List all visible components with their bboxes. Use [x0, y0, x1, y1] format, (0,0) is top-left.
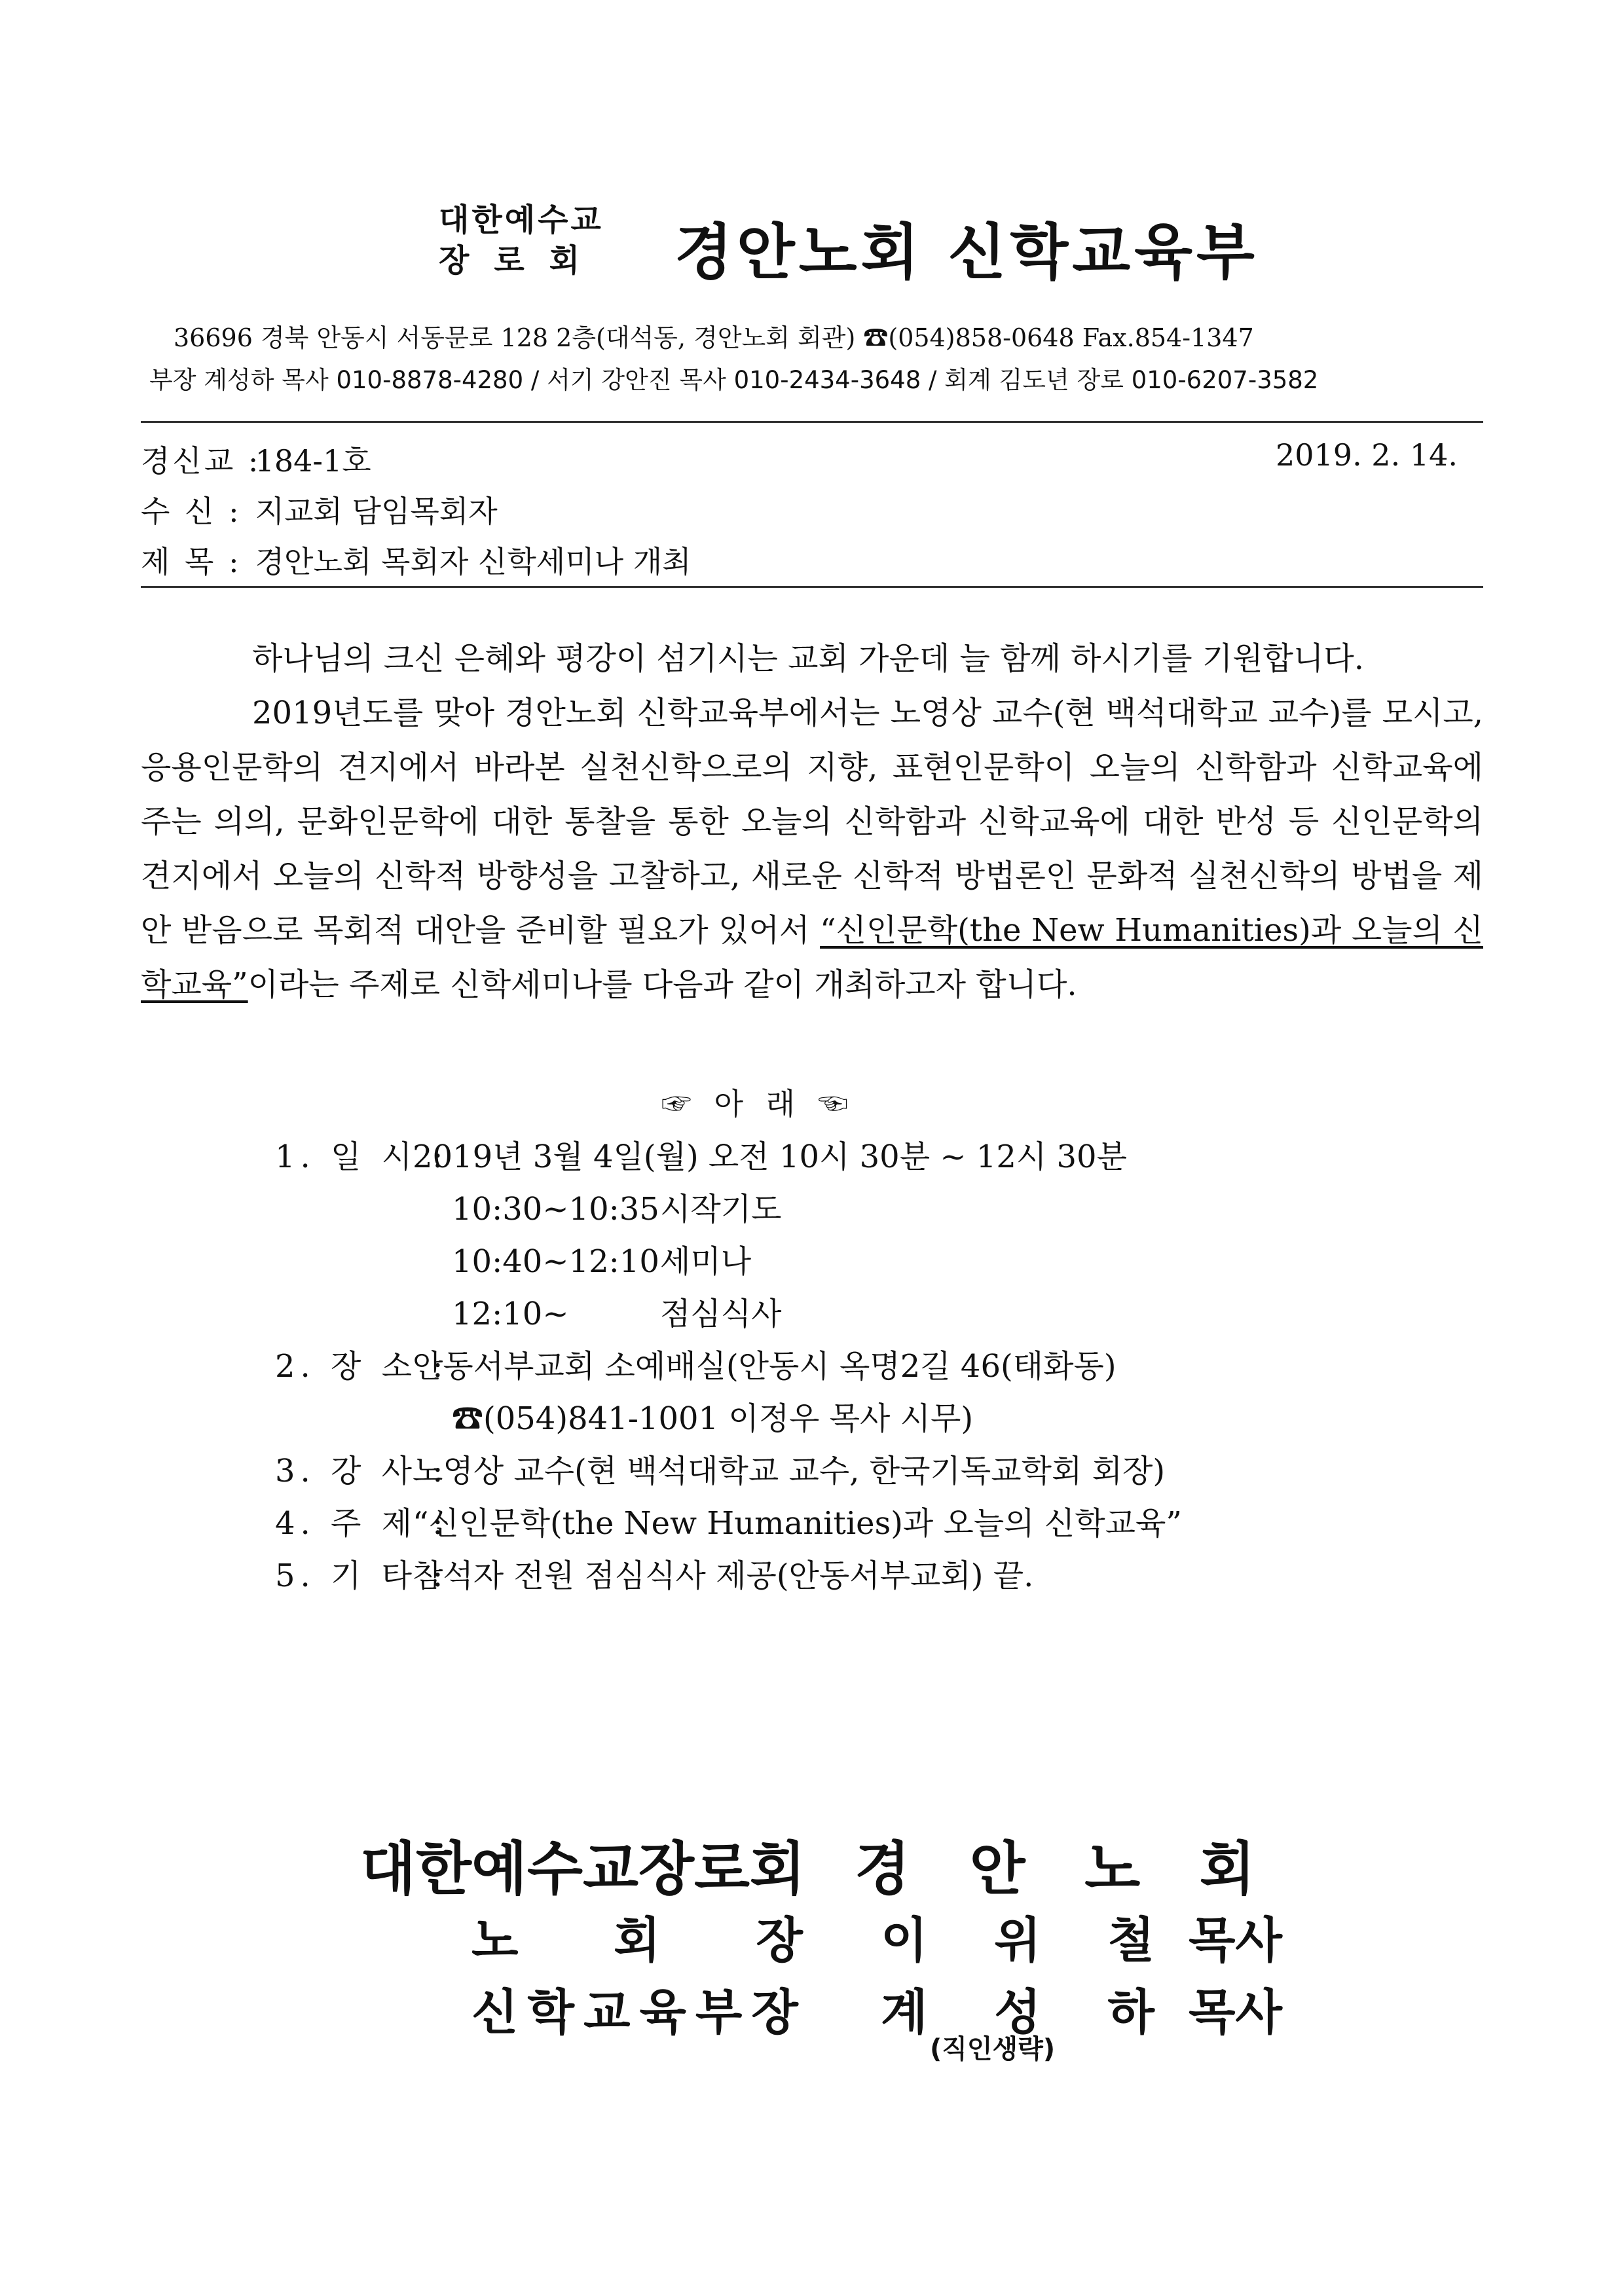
org-name-line1: 대한예수교: [439, 202, 604, 238]
detail-item-other: [275, 1550, 1033, 1595]
department-title: 경안노회 신학교육부: [674, 217, 1259, 287]
schedule-time: 12:10~: [452, 1296, 569, 1332]
detail-label: 1. 일 시 :: [275, 1139, 449, 1175]
place-phone: ☎(054)841-1001 이정우 목사 시무): [452, 1400, 974, 1437]
detail-item-place: [275, 1341, 1116, 1386]
signature-role-moderator: 노 회 장: [471, 1912, 842, 1969]
doc-date: 2019. 2. 14.: [1276, 437, 1458, 473]
recipient-label: 수 신 :: [141, 494, 242, 529]
greeting-paragraph: 하나님의 크신 은혜와 평강이 섬기시는 교회 가운데 늘 함께 하시기를 기원합니다.: [252, 640, 1364, 677]
detail-value: “신인문학(the New Humanities)과 오늘의 신학교육”: [413, 1505, 1182, 1542]
schedule-event: 시작기도: [660, 1191, 782, 1228]
detail-item-datetime: [275, 1131, 1127, 1176]
org-name-small: [439, 200, 604, 281]
details-heading: ☞ 아 래 ☜: [661, 1086, 855, 1121]
signature-org: 대한예수교장로회: [360, 1835, 806, 1903]
detail-label: 2. 장 소 :: [275, 1348, 449, 1385]
detail-label: 4. 주 제 :: [275, 1505, 449, 1542]
recipient-row: [141, 488, 498, 531]
schedule-row: [452, 1184, 781, 1229]
signature-name-dept-head: 계 성 하: [881, 1984, 1179, 2041]
main-paragraph-text: 2019년도를 맞아 경안노회 신학교육부에서는 노영상 교수(현 백석대학교 교수)를 모시고, 응용인문학의 견지에서 바라본 실천신학으로의 지향, 표현인문학이 오늘의 신학함과 신학교육에 주는 의의, 문화인문학에 대한 통찰을 통한 오늘의 신학함과 신학교육에 대한 반성 등 신인문학의 견지에서 오늘의 신학적 방향성을 고찰하고, 새로운 신학적 방법론인 문화적 실천신학의 방법을 제안 받음으로 목회적 대안을 준비할 필요가 있어서: [141, 695, 1483, 949]
main-paragraph: [141, 686, 1483, 1012]
recipient: 지교회 담임목회자: [255, 494, 498, 529]
signature-title: 목사: [1189, 1912, 1282, 1969]
detail-label: 3. 강 사 :: [275, 1453, 449, 1489]
header-divider: [141, 421, 1483, 423]
detail-item-speaker: [275, 1446, 1165, 1491]
seal-omitted-note: (직인생략): [930, 2034, 1056, 2064]
detail-value: 노영상 교수(현 백석대학교 교수, 한국기독교학회 회장): [413, 1453, 1166, 1489]
subject: 경안노회 목회자 신학세미나 개최: [255, 544, 692, 579]
doc-number: 184-1호: [255, 443, 371, 479]
main-paragraph-ending: 이라는 주제로 신학세미나를 다음과 같이 개최하고자 합니다.: [248, 966, 1077, 1003]
doc-number-row: [141, 437, 371, 481]
detail-label: 5. 기 타 :: [275, 1558, 449, 1594]
signature-name-moderator: 이 위 철: [881, 1912, 1179, 1969]
schedule-row: [452, 1288, 781, 1334]
seminar-theme-quote: “신인문학(the New Humanities)과 오늘의 신학교육”: [141, 912, 1483, 1003]
schedule-event: 점심식사: [660, 1296, 782, 1332]
body-text: [141, 632, 1483, 1012]
address-line: 36696 경북 안동시 서동문로 128 2층(대석동, 경안노회 회관) ☎(054)858-0648 Fax.854-1347: [174, 323, 1254, 352]
staff-contacts: 부장 계성하 목사 010-8878-4280 / 서기 강안진 목사 010-2434-3648 / 회계 김도년 장로 010-6207-3582: [149, 366, 1319, 394]
detail-item-theme: [275, 1498, 1182, 1543]
signature-title: 목사: [1189, 1984, 1282, 2041]
schedule-time: 10:40~12:10: [452, 1243, 659, 1280]
signature-role-dept-head: 신학교육부장: [471, 1984, 807, 2041]
detail-value: 참석자 전원 점심식사 제공(안동서부교회) 끝.: [413, 1558, 1034, 1594]
schedule-row: [452, 1236, 751, 1281]
detail-value: 안동서부교회 소예배실(안동시 옥명2길 46(태화동): [413, 1348, 1116, 1385]
subject-label: 제 목 :: [141, 544, 242, 579]
detail-value: 2019년 3월 4일(월) 오전 10시 30분 ~ 12시 30분: [413, 1139, 1127, 1175]
schedule-event: 세미나: [660, 1243, 752, 1280]
signature-presbytery: 경 안 노 회: [855, 1835, 1275, 1903]
meta-divider: [141, 586, 1483, 588]
doc-number-label: 경신교 :: [141, 443, 261, 479]
schedule-time: 10:30~10:35: [452, 1191, 659, 1228]
org-name-line2: 장로회: [439, 242, 605, 279]
subject-row: [141, 538, 692, 581]
